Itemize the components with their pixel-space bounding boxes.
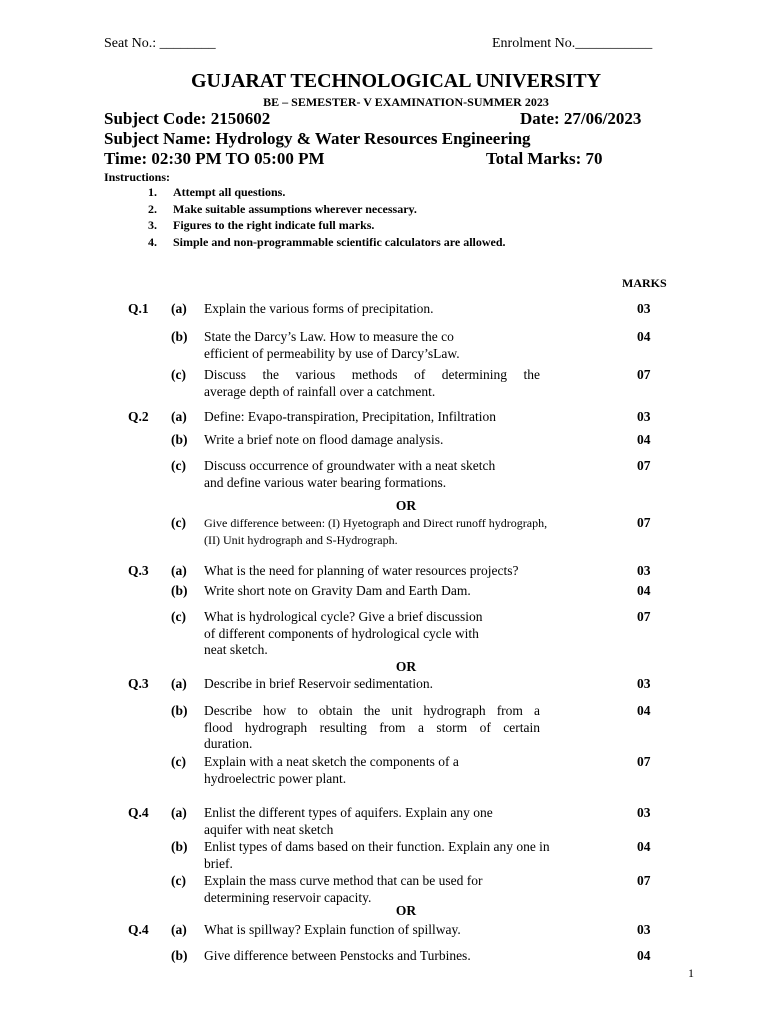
instruction-text: Attempt all questions. <box>173 185 286 199</box>
question-line: hydroelectric power plant. <box>204 770 347 786</box>
question-marks: 03 <box>637 409 651 424</box>
marks-heading: MARKS <box>622 276 667 290</box>
question-line: efficient of permeability by use of Darcy’sLaw. <box>204 345 460 361</box>
question-text <box>204 703 540 753</box>
question-marks: 03 <box>637 563 651 578</box>
question-line: Explain with a neat sketch the components of a <box>204 754 459 769</box>
question-line: of different components of hydrological cycle with <box>204 625 479 641</box>
question-marks: 07 <box>637 873 651 888</box>
question-part: (b) <box>171 329 188 344</box>
exam-title: BE – SEMESTER- V EXAMINATION-SUMMER 2023 <box>263 95 549 109</box>
question-text <box>204 563 604 580</box>
question-number: Q.4 <box>128 805 149 820</box>
question-marks: 04 <box>637 432 651 447</box>
question-text <box>204 676 604 693</box>
question-line: Give difference between Penstocks and Turbines. <box>204 948 471 963</box>
question-part: (b) <box>171 703 188 718</box>
instructions-list <box>148 184 506 250</box>
question-line: Define: Evapo-transpiration, Precipitation, Infiltration <box>204 409 497 424</box>
question-line: average depth of rainfall over a catchment. <box>204 383 436 399</box>
question-part: (c) <box>171 458 186 473</box>
question-line: aquifer with neat sketch <box>204 821 334 837</box>
question-marks: 07 <box>637 754 651 769</box>
question-text <box>204 805 604 838</box>
question-line: Explain the mass curve method that can be used for <box>204 873 483 888</box>
or-separator: OR <box>395 903 417 918</box>
question-part: (c) <box>171 754 186 769</box>
question-part: (a) <box>171 301 187 316</box>
question-marks: 03 <box>637 301 651 316</box>
question-line: Enlist the different types of aquifers. Explain any one <box>204 805 493 820</box>
question-part: (a) <box>171 409 187 424</box>
question-text <box>204 367 540 400</box>
question-part: (c) <box>171 367 186 382</box>
question-text <box>204 948 604 965</box>
question-text <box>204 329 604 362</box>
question-marks: 04 <box>637 703 651 718</box>
question-marks: 04 <box>637 948 651 963</box>
question-line: State the Darcy’s Law. How to measure the co <box>204 329 454 344</box>
question-marks: 04 <box>637 329 651 344</box>
question-text <box>204 873 604 906</box>
subject-code: Subject Code: 2150602 <box>104 109 271 128</box>
question-marks: 04 <box>637 839 651 854</box>
question-number: Q.4 <box>128 922 149 937</box>
instructions-heading: Instructions: <box>104 170 171 184</box>
exam-time: Time: 02:30 PM TO 05:00 PM <box>104 149 325 168</box>
question-marks: 07 <box>637 367 651 382</box>
question-number: Q.3 <box>128 676 149 691</box>
question-marks: 07 <box>637 458 651 473</box>
question-text <box>204 609 604 659</box>
question-text <box>204 922 604 939</box>
instruction-text: Simple and non-programmable scientific calculators are allowed. <box>173 234 506 249</box>
question-marks: 07 <box>637 609 651 624</box>
question-line: neat sketch. <box>204 642 268 657</box>
question-marks: 07 <box>637 515 651 530</box>
question-number: Q.1 <box>128 301 149 316</box>
total-marks: Total Marks: 70 <box>486 149 603 168</box>
question-line: duration. <box>204 736 253 751</box>
instruction-item <box>148 201 506 218</box>
question-part: (c) <box>171 515 186 530</box>
question-text <box>204 583 604 600</box>
instruction-num: 2. <box>148 201 157 216</box>
question-part: (a) <box>171 805 187 820</box>
question-number: Q.2 <box>128 409 149 424</box>
question-line: (II) Unit hydrograph and S-Hydrograph. <box>204 532 398 547</box>
seat-no: Seat No.: ________ <box>104 36 216 51</box>
question-marks: 03 <box>637 805 651 820</box>
question-marks: 03 <box>637 922 651 937</box>
question-marks: 04 <box>637 583 651 598</box>
question-text <box>204 409 604 426</box>
instruction-item <box>148 234 506 251</box>
question-line: flood hydrograph resulting from a storm of certain <box>204 719 540 735</box>
question-line: Describe how to obtain the unit hydrograph from a <box>204 703 540 718</box>
question-part: (b) <box>171 839 188 854</box>
instruction-text: Figures to the right indicate full marks. <box>173 218 375 232</box>
or-separator: OR <box>395 659 417 674</box>
instruction-num: 4. <box>148 234 157 249</box>
question-part: (b) <box>171 432 188 447</box>
enrolment-no: Enrolment No.___________ <box>492 36 653 51</box>
question-line: What is hydrological cycle? Give a brief discussion <box>204 609 483 624</box>
instruction-text: Make suitable assumptions wherever necessary. <box>173 201 417 216</box>
question-line: Write a brief note on flood damage analysis. <box>204 432 444 447</box>
question-part: (c) <box>171 609 186 624</box>
question-part: (a) <box>171 922 187 937</box>
instruction-num: 3. <box>148 218 157 232</box>
instruction-num: 1. <box>148 185 157 199</box>
question-text <box>204 754 604 787</box>
page-number: 1 <box>688 966 694 980</box>
or-separator: OR <box>395 498 417 513</box>
question-text <box>204 458 604 491</box>
question-line: What is spillway? Explain function of spillway. <box>204 922 461 937</box>
question-line: brief. <box>204 855 233 871</box>
question-text <box>204 432 604 449</box>
question-number: Q.3 <box>128 563 149 578</box>
question-part: (a) <box>171 676 187 691</box>
question-part: (b) <box>171 948 188 963</box>
subject-name: Subject Name: Hydrology & Water Resources Engineering <box>104 129 531 148</box>
question-marks: 03 <box>637 676 651 691</box>
question-part: (c) <box>171 873 186 888</box>
question-line: Describe in brief Reservoir sedimentation. <box>204 676 434 691</box>
instruction-item <box>148 184 506 201</box>
question-line: Explain the various forms of precipitation. <box>204 301 434 316</box>
question-text <box>204 839 604 872</box>
university-title: GUJARAT TECHNOLOGICAL UNIVERSITY <box>190 70 602 92</box>
question-line: Give difference between: (I) Hyetograph and Direct runoff hydrograph, <box>204 516 548 530</box>
question-text <box>204 301 604 318</box>
question-part: (a) <box>171 563 187 578</box>
question-line: Discuss occurrence of groundwater with a neat sketch <box>204 458 496 473</box>
question-line: and define various water bearing formations. <box>204 474 447 490</box>
question-line: Enlist types of dams based on their function. Explain any one in <box>204 839 550 854</box>
question-part: (b) <box>171 583 188 598</box>
question-line: Write short note on Gravity Dam and Earth Dam. <box>204 583 471 598</box>
question-text <box>204 515 604 548</box>
question-line: determining reservoir capacity. <box>204 889 372 905</box>
exam-date: Date: 27/06/2023 <box>520 109 642 128</box>
question-line: What is the need for planning of water resources projects? <box>204 563 519 578</box>
question-line: Discuss the various methods of determining the <box>204 367 540 382</box>
instruction-item <box>148 217 506 234</box>
